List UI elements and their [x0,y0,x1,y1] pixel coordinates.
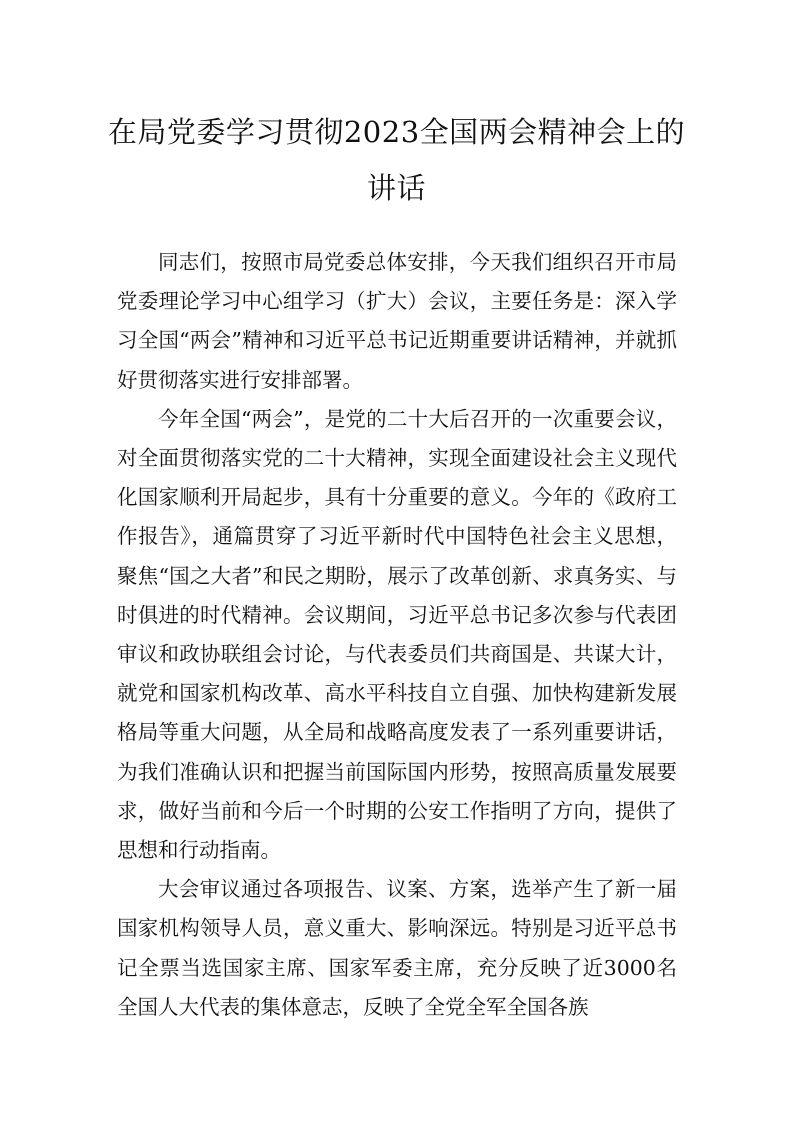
document-body [117,243,677,1027]
paragraph-3: 大会审议通过各项报告、议案、方案，选举产生了新一届国家机构领导人员，意义重大、影响深远。特别是习近平总书记全票当选国家主席、国家军委主席，充分反映了近3000名全国人大代表的集体意志，反映了全党全军全国各族 [117,877,677,1019]
page-title: 在局党委学习贯彻2023全国两会精神会上的讲话 [107,115,686,205]
paragraph-1: 同志们，按照市局党委总体安排，今天我们组织召开市局党委理论学习中心组学习（扩大）会议，主要任务是：深入学习全国“两会”精神和习近平总书记近期重要讲话精神，并就抓好贯彻落实进行安排部署。 [117,250,677,392]
paragraph-2: 今年全国“两会”，是党的二十大后召开的一次重要会议，对全面贯彻落实党的二十大精神，实现全面建设社会主义现代化国家顺利开局起步，具有十分重要的意义。今年的《政府工作报告》，通篇贯穿了习近平新时代中国特色社会主义思想，聚焦“国之大者”和民之期盼，展示了改革创新、求真务实、与时俱进的时代精神。会议期间，习近平总书记多次参与代表团审议和政协联组会讨论，与代表委员们共商国是、共谋大计，就党和国家机构改革、高水平科技自立自强、加快构建新发展格局等重大问题，从全局和战略高度发表了一系列重要讲话，为我们准确认识和把握当前国际国内形势，按照高质量发展要求，做好当前和今后一个时期的公安工作指明了方向，提供了思想和行动指南。 [117,406,677,863]
